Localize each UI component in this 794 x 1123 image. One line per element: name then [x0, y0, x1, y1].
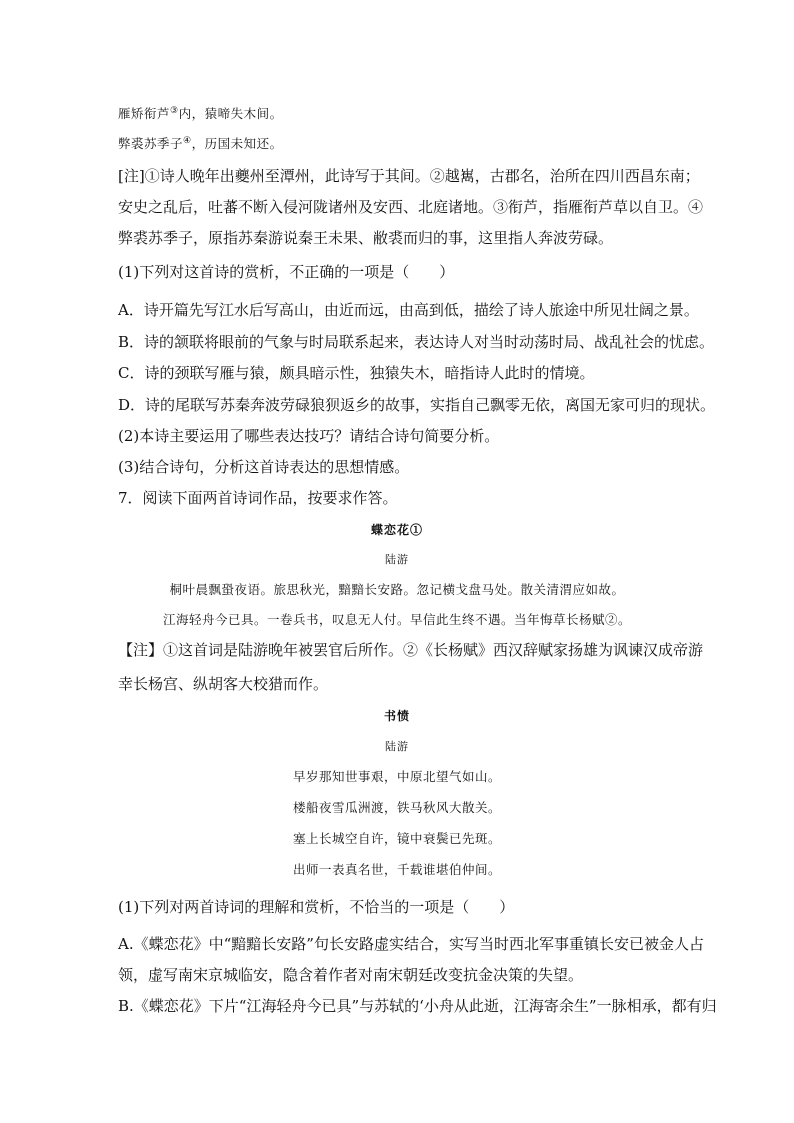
question-7-1-stem: (1)下列对两首诗词的理解和赏析，不恰当的一项是（ ）: [118, 898, 515, 916]
poem1-line-1-a: 雁矫衔芦: [118, 106, 171, 121]
question-1-option-a: A．诗开篇先写江水后写高山，由近而远，由高到低，描绘了诗人旅途中所见壮阔之景。: [118, 301, 699, 319]
question-2: (2)本诗主要运用了哪些表达技巧？请结合诗句简要分析。: [118, 427, 500, 445]
poem1-line-1: [118, 104, 283, 124]
poem1-line-2-b: ，历国未知还。: [191, 136, 283, 151]
question-1-option-c: C．诗的颈联写雁与猿，颇具暗示性，独猿失木，暗指诗人此时的情境。: [118, 364, 595, 382]
footnote-mark-4: ④: [183, 135, 192, 146]
poem1-line-1-b: 内，猿啼失木间。: [178, 106, 283, 121]
question-7-1-option-a-line-1: A.《蝶恋花》中“黯黯长安路”句长安路虚实结合，实写当时西北军事重镇长安已被金人占: [118, 935, 704, 953]
poem1-line-2: [118, 134, 283, 154]
poem3-line-4: 出师一表真名世，千载谁堪伯仲间。: [292, 862, 501, 877]
question-3: (3)结合诗句，分析这首诗表达的思想情感。: [118, 458, 410, 476]
note1-line-3: 弊裘苏季子，原指苏秦游说秦王未果、敝裘而归的事，这里指人奔波劳碌。: [118, 229, 614, 247]
question-1-option-b: B．诗的颔联将眼前的气象与时局联系起来，表达诗人对当时动荡时局、战乱社会的忧虑。: [118, 333, 715, 351]
poem2-title: 蝶恋花①: [370, 523, 423, 537]
poem3-line-1: 早岁那知世事艰，中原北望气如山。: [292, 769, 501, 784]
poem2-line-2: 江海轻舟今已具。一卷兵书，叹息无人付。早信此生终不遇。当年悔草长杨赋②。: [162, 612, 631, 627]
note2-line-1: 【注】①这首词是陆游晚年被罢官后所作。②《长杨赋》西汉辞赋家扬雄为讽谏汉成帝游: [118, 641, 704, 659]
note1-line-1: [注]①诗人晚年出夔州至潭州，此诗写于其间。②越嶲，古郡名，治所在四川西昌东南；: [118, 167, 700, 185]
note1-line-2: 安史之乱后，吐蕃不断入侵河陇诸州及安西、北庭诸地。③衔芦，指雁衔芦草以自卫。④: [118, 198, 704, 216]
poem1-line-2-a: 弊裘苏季子: [118, 136, 184, 151]
question-7-stem: 7．阅读下面两首诗词作品，按要求作答。: [118, 489, 398, 507]
question-1-option-d: D．诗的尾联写苏秦奔波劳碌狼狈返乡的故事，实指自己飘零无依，离国无家可归的现状。: [118, 396, 716, 414]
poem3-line-3: 塞上长城空自许，镜中衰鬓已先斑。: [292, 831, 501, 846]
poem2-author: 陆游: [385, 553, 409, 566]
poem3-line-2: 楼船夜雪瓜洲渡，铁马秋风大散关。: [292, 800, 501, 815]
poem3-author: 陆游: [385, 740, 409, 753]
question-7-1-option-b-line-1: B.《蝶恋花》下片“江海轻舟今已具”与苏轼的‘小舟从此逝，江海寄余生”一脉相承，都有归: [118, 997, 717, 1015]
question-7-1-option-a-line-2: 领，虚写南宋京城临安，隐含着作者对南宋朝廷改变抗金决策的失望。: [118, 966, 584, 984]
footnote-mark-3: ③: [170, 105, 179, 116]
note2-line-2: 幸长杨宫、纵胡客大校猎而作。: [118, 675, 329, 693]
poem3-title: 书愤: [383, 709, 410, 723]
poem2-line-1: 桐叶晨飘蛩夜语。旅思秋光，黯黯长安路。忽记横戈盘马处。散关清渭应如故。: [169, 582, 625, 597]
question-1-stem: (1)下列对这首诗的赏析，不正确的一项是（ ）: [118, 263, 455, 281]
